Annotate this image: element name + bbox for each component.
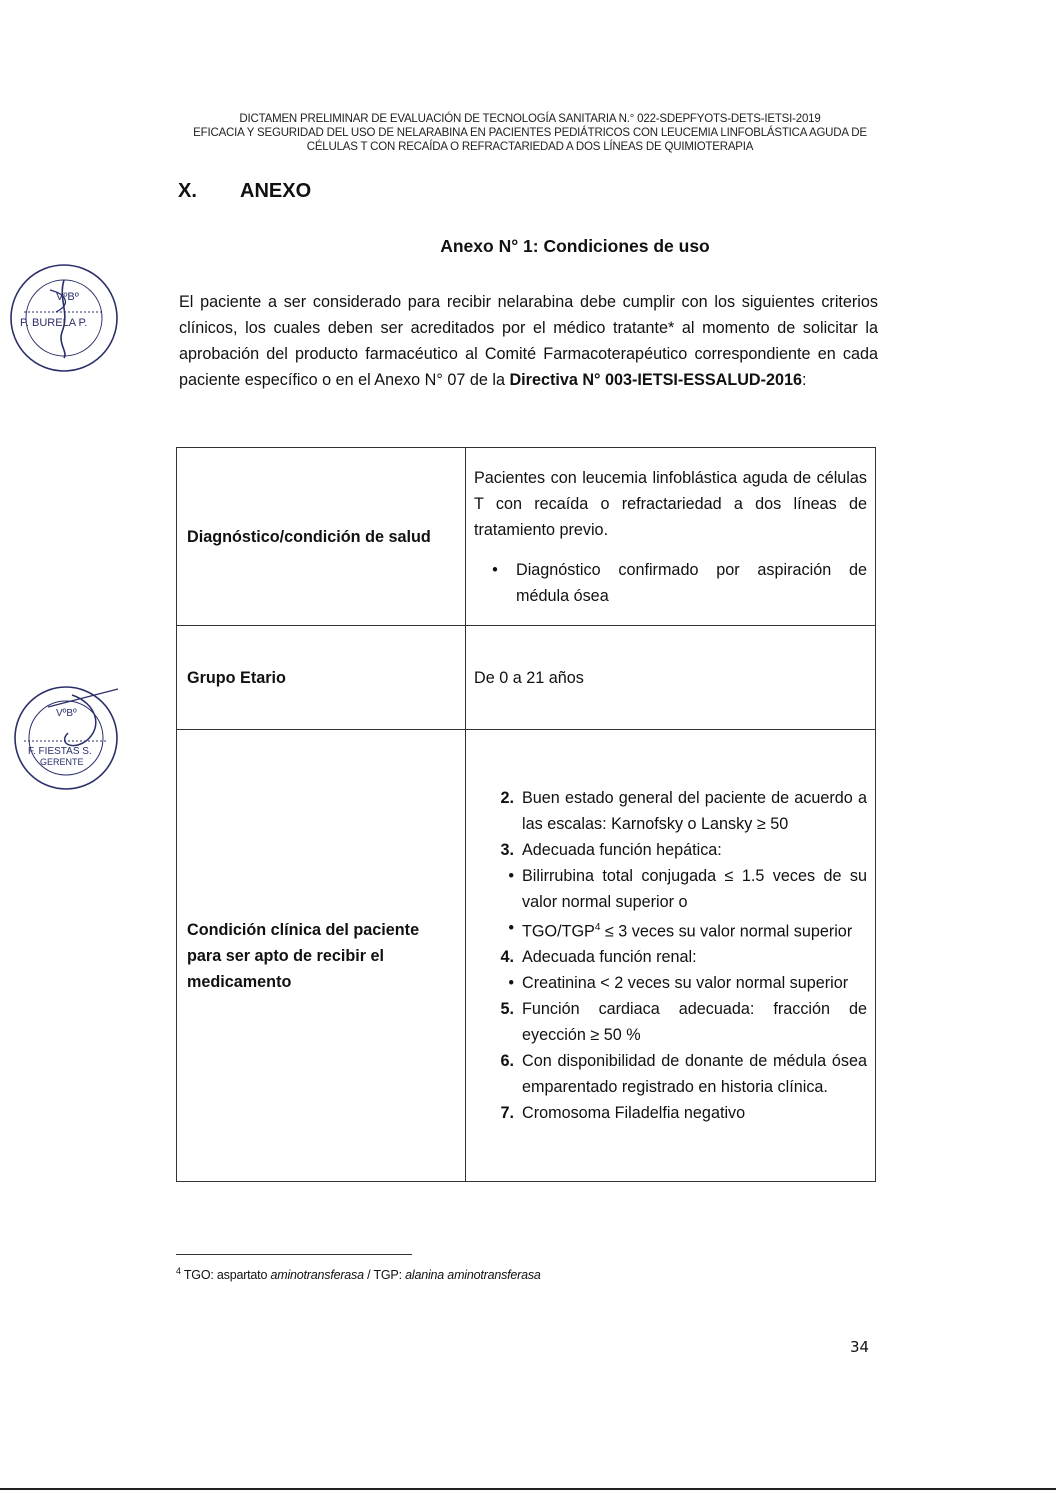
table-row-age-group <box>177 626 876 730</box>
list-item <box>474 557 867 609</box>
stamp-burela-name: P. BURELA P. <box>20 317 88 329</box>
criterion-number: 2. <box>500 788 514 807</box>
criterion-text: Cromosoma Filadelfia negativo <box>522 1104 746 1123</box>
directive-reference: Directiva N° 003-IETSI-ESSALUD-2016 <box>509 371 803 389</box>
intro-text: El paciente a ser considerado para recibir nelarabina debe cumplir con los siguientes criterios clínicos, los cuales deben ser acreditados por el médico tratante* al momento de solicitar la aprobación del producto farmacéutico al Comité Farmacoterapéutico correspondiente en cada paciente específico o en el Anexo N° 07 de la <box>179 293 878 389</box>
clinical-condition-label: Condición clínica del paciente para ser apto de recibir el medicamento <box>177 730 466 1182</box>
approval-stamp-burela <box>6 260 122 376</box>
list-item <box>474 837 867 863</box>
stamp-fiestas-name: F. FIESTAS S. <box>28 746 92 757</box>
list-item <box>474 1048 867 1100</box>
bullet-dot-icon: • <box>492 560 498 579</box>
header-line-3: CÉLULAS T CON RECAÍDA O REFRACTARIEDAD A DOS LÍNEAS DE QUIMIOTERAPIA <box>306 141 754 153</box>
conditions-table <box>176 447 876 1182</box>
age-group-value: De 0 a 21 años <box>466 626 876 730</box>
sub-criterion-text <box>522 915 867 944</box>
criterion-text: Buen estado general del paciente de acuerdo a las escalas: Karnofsky o Lansky ≥ 50 <box>522 788 867 833</box>
sub-criterion-text: Creatinina < 2 veces su valor normal superior <box>522 974 849 993</box>
stamp-fiestas-role: GERENTE <box>40 757 84 767</box>
sub-criterion-text: Bilirrubina total conjugada ≤ 1.5 veces de su valor normal superior o <box>522 866 867 911</box>
page-number: 34 <box>850 1338 870 1356</box>
criterion-number: 5. <box>500 1000 514 1019</box>
section-title: ANEXO <box>240 180 312 202</box>
bullet-dot-icon: • <box>508 866 514 885</box>
list-item <box>474 996 867 1048</box>
section-number: X. <box>178 180 197 202</box>
footnote-text-mid: / TGP: <box>363 1268 406 1283</box>
footnote-divider <box>176 1254 412 1255</box>
header-line-1: DICTAMEN PRELIMINAR DE EVALUACIÓN DE TECNOLOGÍA SANITARIA N.° 022-SDEPFYOTS-DETS-IETSI-2019 <box>239 113 821 125</box>
approval-stamp-fiestas <box>8 683 126 793</box>
table-row-clinical-condition <box>177 730 876 1182</box>
criterion-text: Adecuada función renal: <box>522 948 697 967</box>
criterion-text: Adecuada función hepática: <box>522 840 722 859</box>
footnote-term-2: alanina aminotransferasa <box>405 1268 541 1283</box>
list-item <box>474 915 867 944</box>
age-group-label: Grupo Etario <box>177 626 466 730</box>
criterion-number: 7. <box>500 1104 514 1123</box>
clinical-condition-cell <box>466 730 876 1182</box>
footnote-term-1: aminotransferasa <box>270 1268 364 1283</box>
criteria-list <box>474 785 867 1126</box>
diagnosis-cell <box>466 448 876 626</box>
stamp-burela-vobo: VºBº <box>56 291 79 303</box>
table-row-diagnosis <box>177 448 876 626</box>
bullet-dot-icon: • <box>508 974 514 993</box>
criterion-text: Con disponibilidad de donante de médula ósea emparentado registrado en historia clínica. <box>522 1052 867 1097</box>
criterion-number: 3. <box>500 840 514 859</box>
bullet-dot-icon: • <box>508 918 514 937</box>
section-heading <box>178 180 311 203</box>
diagnosis-text: Pacientes con leucemia linfoblástica aguda de células T con recaída o refractariedad a dos líneas de tratamiento previo. <box>474 468 867 539</box>
criterion-number: 6. <box>500 1052 514 1071</box>
list-item <box>474 785 867 837</box>
footnote-mark: 4 <box>176 1266 181 1276</box>
diagnosis-bullet-text: Diagnóstico confirmado por aspiración de médula ósea <box>516 560 867 605</box>
list-item <box>474 944 867 970</box>
tgo-tgp-label: TGO/TGP <box>522 922 595 941</box>
footnote-text: TGO: aspartato <box>180 1268 271 1283</box>
list-item <box>474 1100 867 1126</box>
criterion-text: Función cardiaca adecuada: fracción de eyección ≥ 50 % <box>522 1000 867 1045</box>
footnote-ref: 4 <box>594 921 601 933</box>
intro-end: : <box>802 371 807 389</box>
criterion-number: 4. <box>500 948 514 967</box>
tgo-tgp-condition: ≤ 3 veces su valor normal superior <box>600 922 853 941</box>
annex-title: Anexo N° 1: Condiciones de uso <box>440 236 710 256</box>
footnote <box>176 1266 541 1282</box>
intro-paragraph <box>179 289 878 393</box>
list-item <box>474 970 867 996</box>
scan-edge <box>0 1488 1056 1490</box>
diagnosis-label: Diagnóstico/condición de salud <box>177 448 466 626</box>
document-header <box>150 112 910 154</box>
header-line-2: EFICACIA Y SEGURIDAD DEL USO DE NELARABINA EN PACIENTES PEDIÁTRICOS CON LEUCEMIA LINFOBLÁSTICA AGUDA DE <box>193 127 867 139</box>
list-item <box>474 863 867 915</box>
stamp-fiestas-vobo: VºBº <box>56 708 77 719</box>
